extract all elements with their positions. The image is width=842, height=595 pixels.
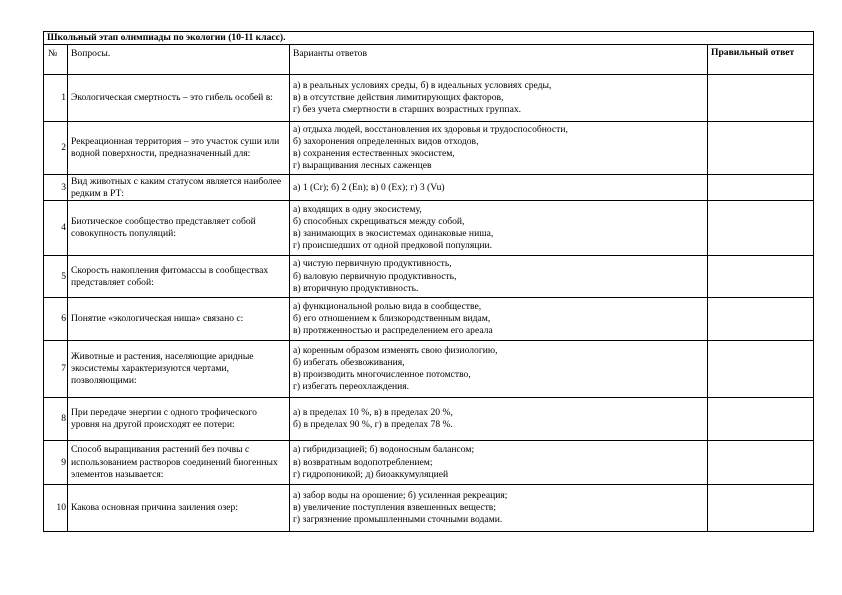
question-number: 6 [44,298,68,341]
answer-option: а) коренным образом изменять свою физиологию, [293,344,498,356]
answer-option: а) входящих в одну экосистему, [293,203,422,215]
answer-option: в) сохранения естественных экосистем, [293,148,455,160]
question-text [68,298,290,341]
question-text [68,122,290,175]
question-number: 1 [44,75,68,122]
question-number: 5 [44,256,68,298]
correct-answer-cell[interactable] [708,441,814,485]
answer-option: а) в пределах 10 %, в) в пределах 20 %, [293,407,453,418]
question-row [44,398,814,441]
answer-options [290,441,708,485]
answer-options [290,201,708,256]
answer-option: г) избегать переохлаждения. [293,381,410,393]
answer-option: в) увеличение поступления взвешенных веществ; [293,502,497,514]
question-label: Биотическое сообщество представляет собой совокупность популяций: [71,216,256,240]
answer-options [290,298,708,341]
answer-options [290,122,708,175]
answer-option: г) происшедших от одной предковой популяции. [293,240,493,252]
header-row [44,45,814,75]
answer-option: а) 1 (Cr); б) 2 (En); в) 0 (Ex); г) 3 (Vu) [293,181,445,193]
question-label: Какова основная причина заиления озер: [71,502,238,514]
answer-options [290,341,708,398]
answer-option: г) загрязнение промышленными сточными водами. [293,514,503,526]
answer-option: в) в отсутствие действия лимитирующих факторов, [293,92,504,104]
question-number: 3 [44,175,68,201]
answer-options [290,175,708,201]
question-text [68,201,290,256]
answer-option: г) гидропоникой; д) биоаккумуляцией [293,468,449,480]
question-text [68,485,290,532]
question-text [68,441,290,485]
answer-option: г) выращивания лесных саженцев [293,160,432,172]
correct-answer-cell[interactable] [708,485,814,532]
question-row [44,122,814,175]
correct-answer-cell[interactable] [708,341,814,398]
answer-option: в) производить многочисленное потомство, [293,369,471,381]
answer-option: г) без учета смертности в старших возрастных группах. [293,104,522,116]
answer-option: в) возвратным водопотреблением; [293,456,433,468]
correct-answer-cell[interactable] [708,75,814,122]
question-label: Понятие «экологическая ниша» связано с: [71,313,244,325]
olympiad-table [43,31,814,532]
question-row [44,175,814,201]
question-text [68,75,290,122]
correct-answer-cell[interactable] [708,122,814,175]
answer-option: а) забор воды на орошение; б) усиленная рекреация; [293,489,508,501]
question-row [44,256,814,298]
answer-option: б) его отношением к близкородственным видам, [293,313,491,325]
question-text [68,398,290,441]
title-row [44,32,814,45]
question-number: 2 [44,122,68,175]
answer-option: б) захоронения определенных видов отходов, [293,136,479,147]
answer-options [290,398,708,441]
header-answer: Правильный ответ [708,45,814,75]
question-label: При передаче энергии с одного трофического уровня на другой происходят ее потери: [71,407,257,431]
header-question: Вопросы. [68,45,290,75]
answer-option: в) занимающих в экосистемах одинаковые ниша, [293,228,494,240]
correct-answer-cell[interactable] [708,398,814,441]
question-label: Экологическая смертность – это гибель особей в: [71,92,273,104]
answer-option: б) в пределах 90 %, г) в пределах 78 %. [293,419,453,431]
header-num: № [44,45,68,75]
correct-answer-cell[interactable] [708,298,814,341]
correct-answer-cell[interactable] [708,201,814,256]
question-row [44,441,814,485]
answer-option: в) протяженностью и распределением его ареала [293,325,493,337]
answer-option: а) гибридизацией; б) водоносным балансом; [293,444,475,456]
page-title: Школьный этап олимпиады по экологии (10-11 класс). [44,32,814,45]
answer-option: в) вторичную продуктивность. [293,282,419,294]
answer-options [290,485,708,532]
answer-option: а) отдыха людей, восстановления их здоровья и трудоспособности, [293,123,568,135]
question-label: Скорость накопления фитомассы в сообществах представляет собой: [71,264,269,288]
answer-option: б) валовую первичную продуктивность, [293,270,457,282]
question-label: Рекреационная территория – это участок суши или водной поверхности, предназначенный для: [71,136,280,160]
answer-option: б) способных скрещиваться между собой, [293,216,465,227]
answer-option: б) избегать обезвоживания, [293,357,405,368]
answer-option: а) в реальных условиях среды, б) в идеальных условиях среды, [293,79,552,91]
question-row [44,75,814,122]
question-row [44,298,814,341]
question-number: 9 [44,441,68,485]
answer-option: а) чистую первичную продуктивность, [293,258,452,270]
answer-options [290,75,708,122]
answer-option: а) функциональной ролью вида в сообществе, [293,300,482,312]
question-text [68,256,290,298]
question-number: 7 [44,341,68,398]
question-label: Вид животных с каким статусом является наиболее редким в РТ: [71,175,282,199]
question-text [68,341,290,398]
question-number: 4 [44,201,68,256]
question-label: Животные и растения, населяющие аридные экосистемы характеризуются чертами, позволяющими: [71,350,254,387]
question-number: 10 [44,485,68,532]
question-label: Способ выращивания растений без почвы с использованием растворов соединений биогенных элементов называется: [71,444,278,480]
question-row [44,201,814,256]
question-text [68,175,290,201]
question-number: 8 [44,398,68,441]
question-row [44,341,814,398]
correct-answer-cell[interactable] [708,175,814,201]
header-options: Варианты ответов [290,45,708,75]
answer-options [290,256,708,298]
correct-answer-cell[interactable] [708,256,814,298]
question-row [44,485,814,532]
